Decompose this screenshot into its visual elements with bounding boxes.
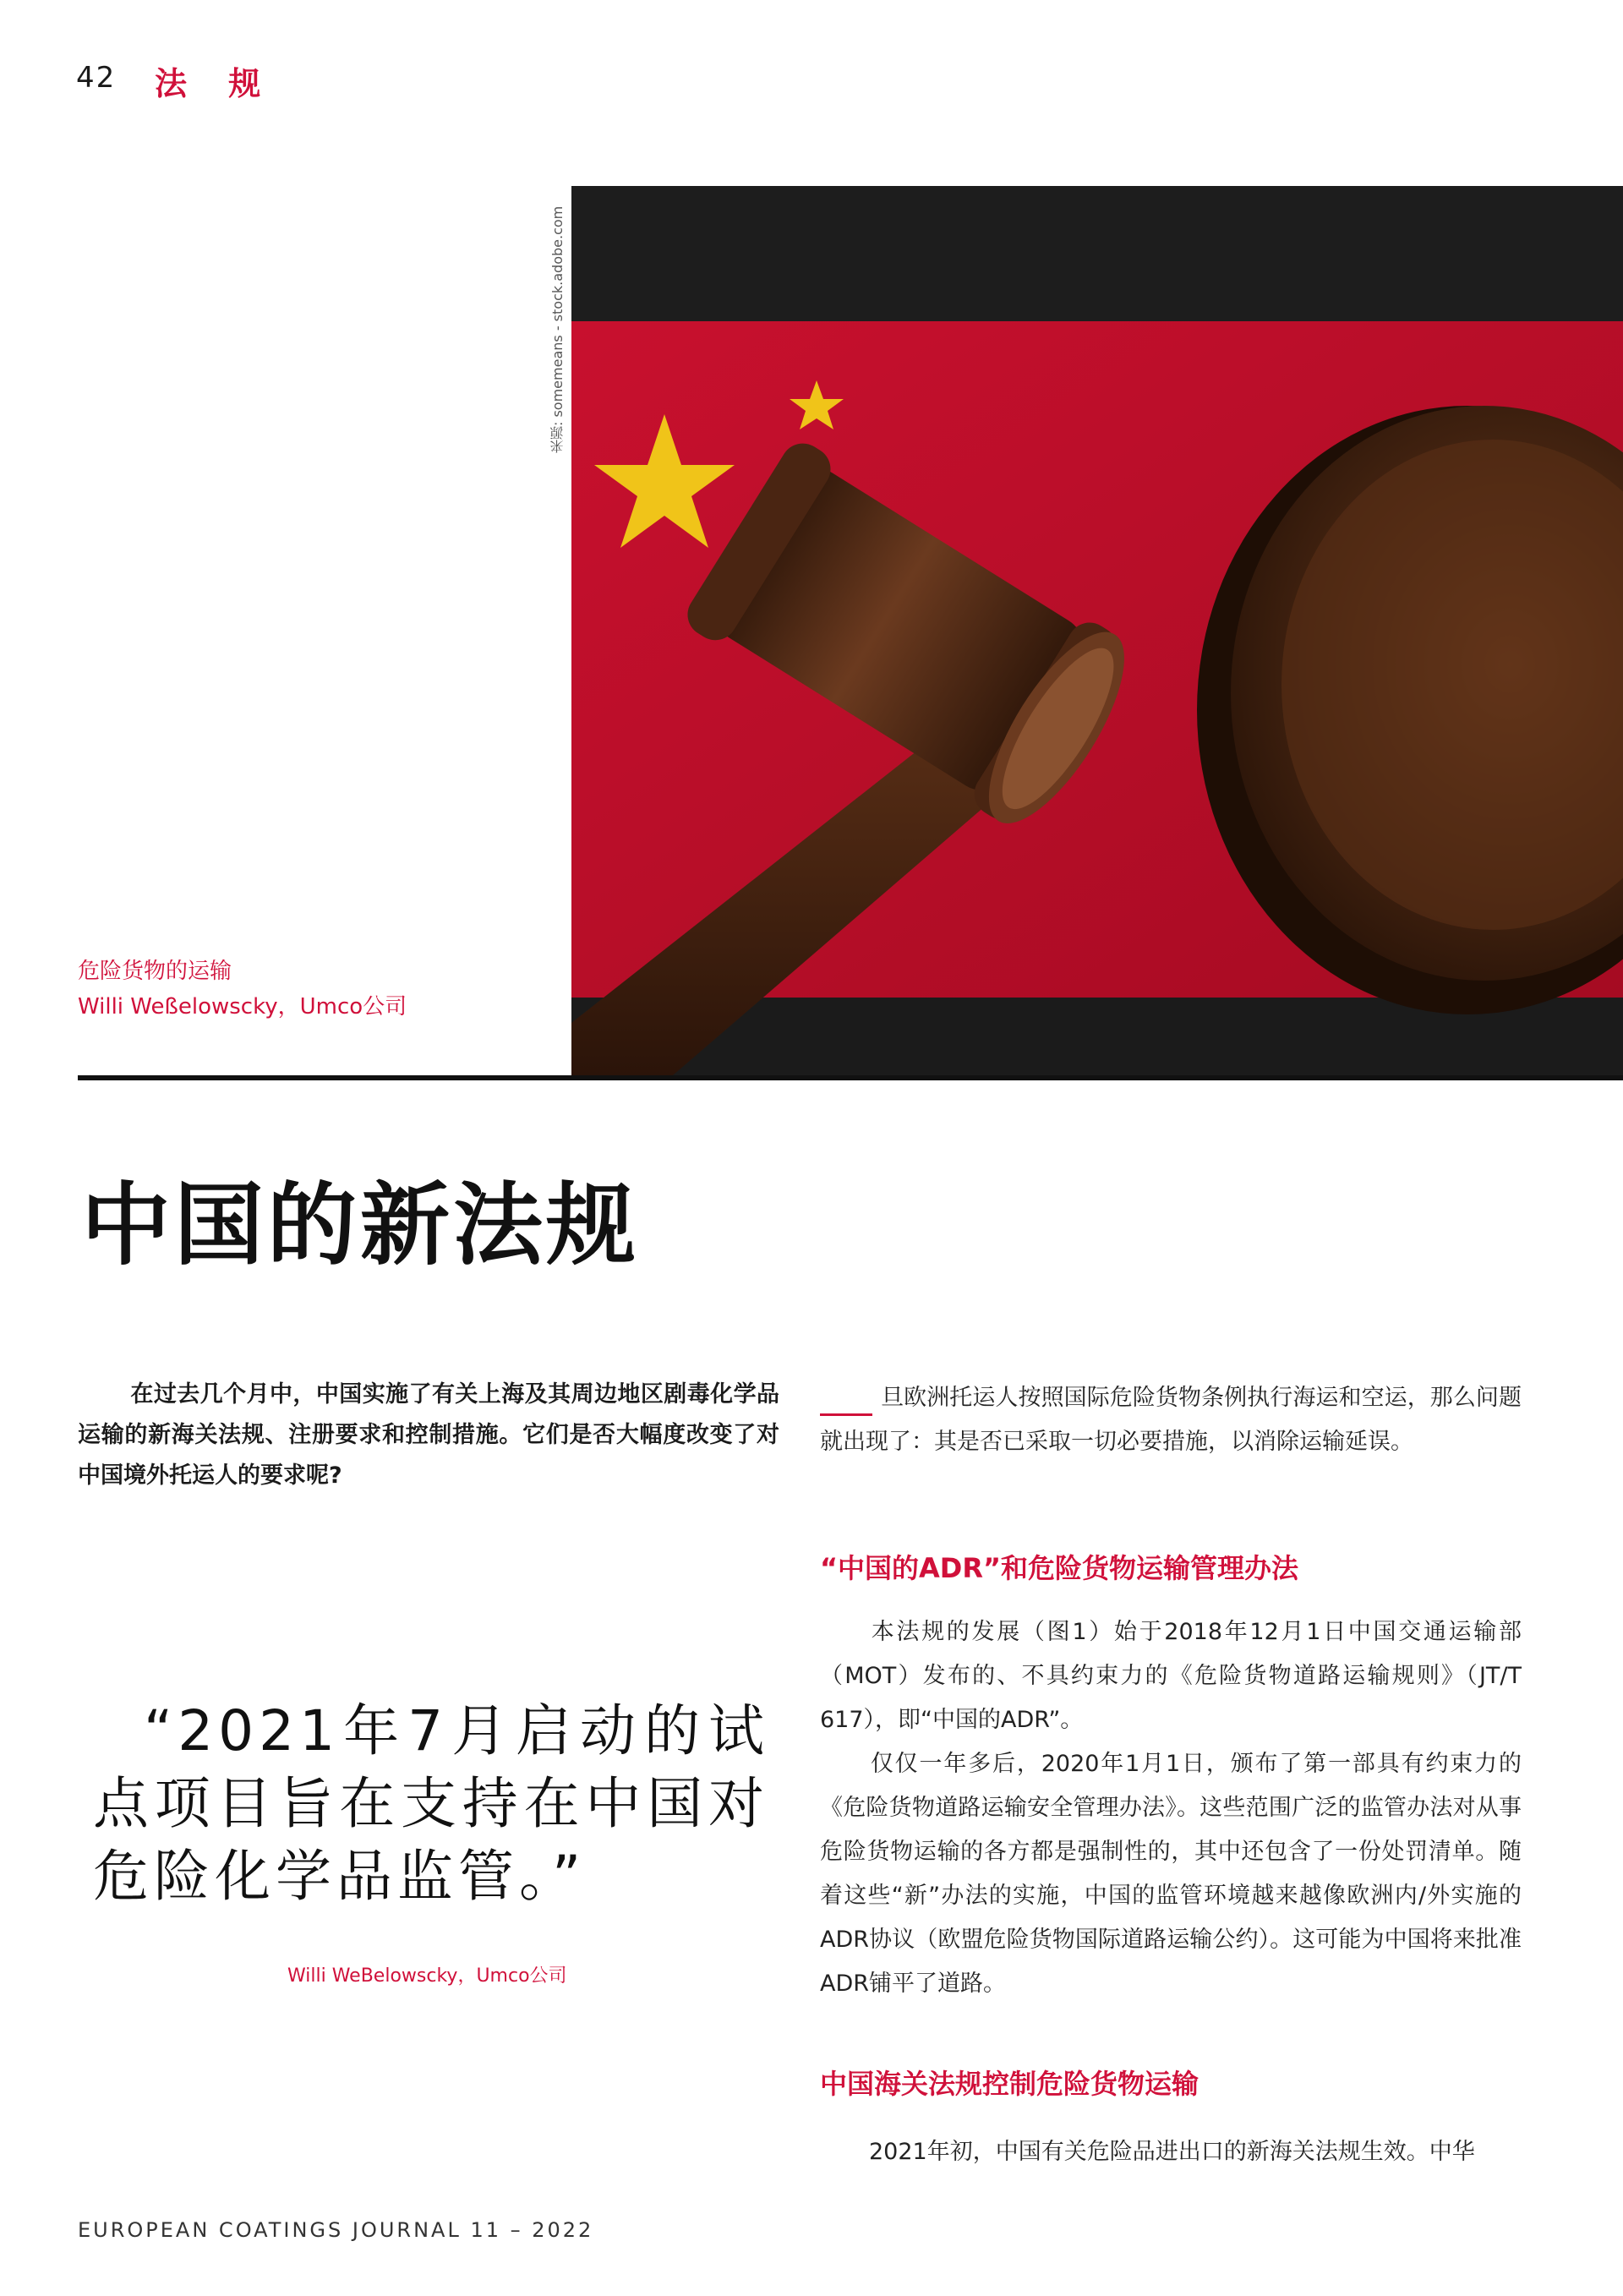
section-heading-adr: “中国的ADR”和危险货物运输管理办法 <box>820 1552 1299 1584</box>
section-label: 法 规 <box>155 65 276 102</box>
pull-quote-text: “2021年7月启动的试点项目旨在支持在中国对危险化学品监管。” <box>93 1698 769 1909</box>
paragraph-1 <box>820 1376 1522 1464</box>
paragraph-1-text: 旦欧洲托运人按照国际危险货物条例执行海运和空运，那么问题就出现了：其是否已采取一切必要措施，以消除运输延误。 <box>820 1385 1522 1455</box>
paragraph-3-text: 仅仅一年多后，2020年1月1日，颁布了第一部具有约束力的《危险货物道路运输安全管理办法》。这些范围广泛的监管办法对从事危险货物运输的各方都是强制性的，其中还包含了一份处罚清单。随着这些“新”办法的实施，中国的监管环境越来越像欧洲内/外实施的ADR协议（欧盟危险货物国际道路运输公约）。这可能为中国将来批准ADR铺平了道路。 <box>820 1751 1522 1997</box>
photo-credit: 来源: somemeans - stock.adobe.com <box>549 205 566 453</box>
journal-footer: EUROPEAN COATINGS JOURNAL 11 – 2022 <box>78 2218 594 2242</box>
article-topic: 危险货物的运输 <box>78 959 232 984</box>
pull-quote-attribution: Willi WeBelowscky，Umco公司 <box>287 1965 567 1987</box>
lead-text: 在过去几个月中，中国实施了有关上海及其周边地区剧毒化学品运输的新海关法规、注册要求和控制措施。它们是否大幅度改变了对中国境外托运人的要求呢? <box>78 1381 779 1489</box>
hero-image <box>571 186 1623 1075</box>
lead-paragraph <box>78 1375 779 1496</box>
article-author: Willi Weßelowscky，Umco公司 <box>78 994 407 1020</box>
paragraph-2-text: 本法规的发展（图1）始于2018年12月1日中国交通运输部（MOT）发布的、不具约束力的《危险货物道路运输规则》（JT/T 617），即“中国的ADR”。 <box>820 1619 1522 1733</box>
divider <box>78 1075 1623 1080</box>
paragraph-2 <box>820 1610 1522 2006</box>
section-heading-customs: 中国海关法规控制危险货物运输 <box>820 2068 1199 2100</box>
pull-quote <box>93 1695 769 1913</box>
paragraph-4-text: 2021年初，中国有关危险品进出口的新海关法规生效。中华 <box>869 2139 1475 2165</box>
article-title: 中国的新法规 <box>81 1173 639 1277</box>
page-number: 42 <box>76 61 117 95</box>
paragraph-4 <box>820 2130 1522 2174</box>
